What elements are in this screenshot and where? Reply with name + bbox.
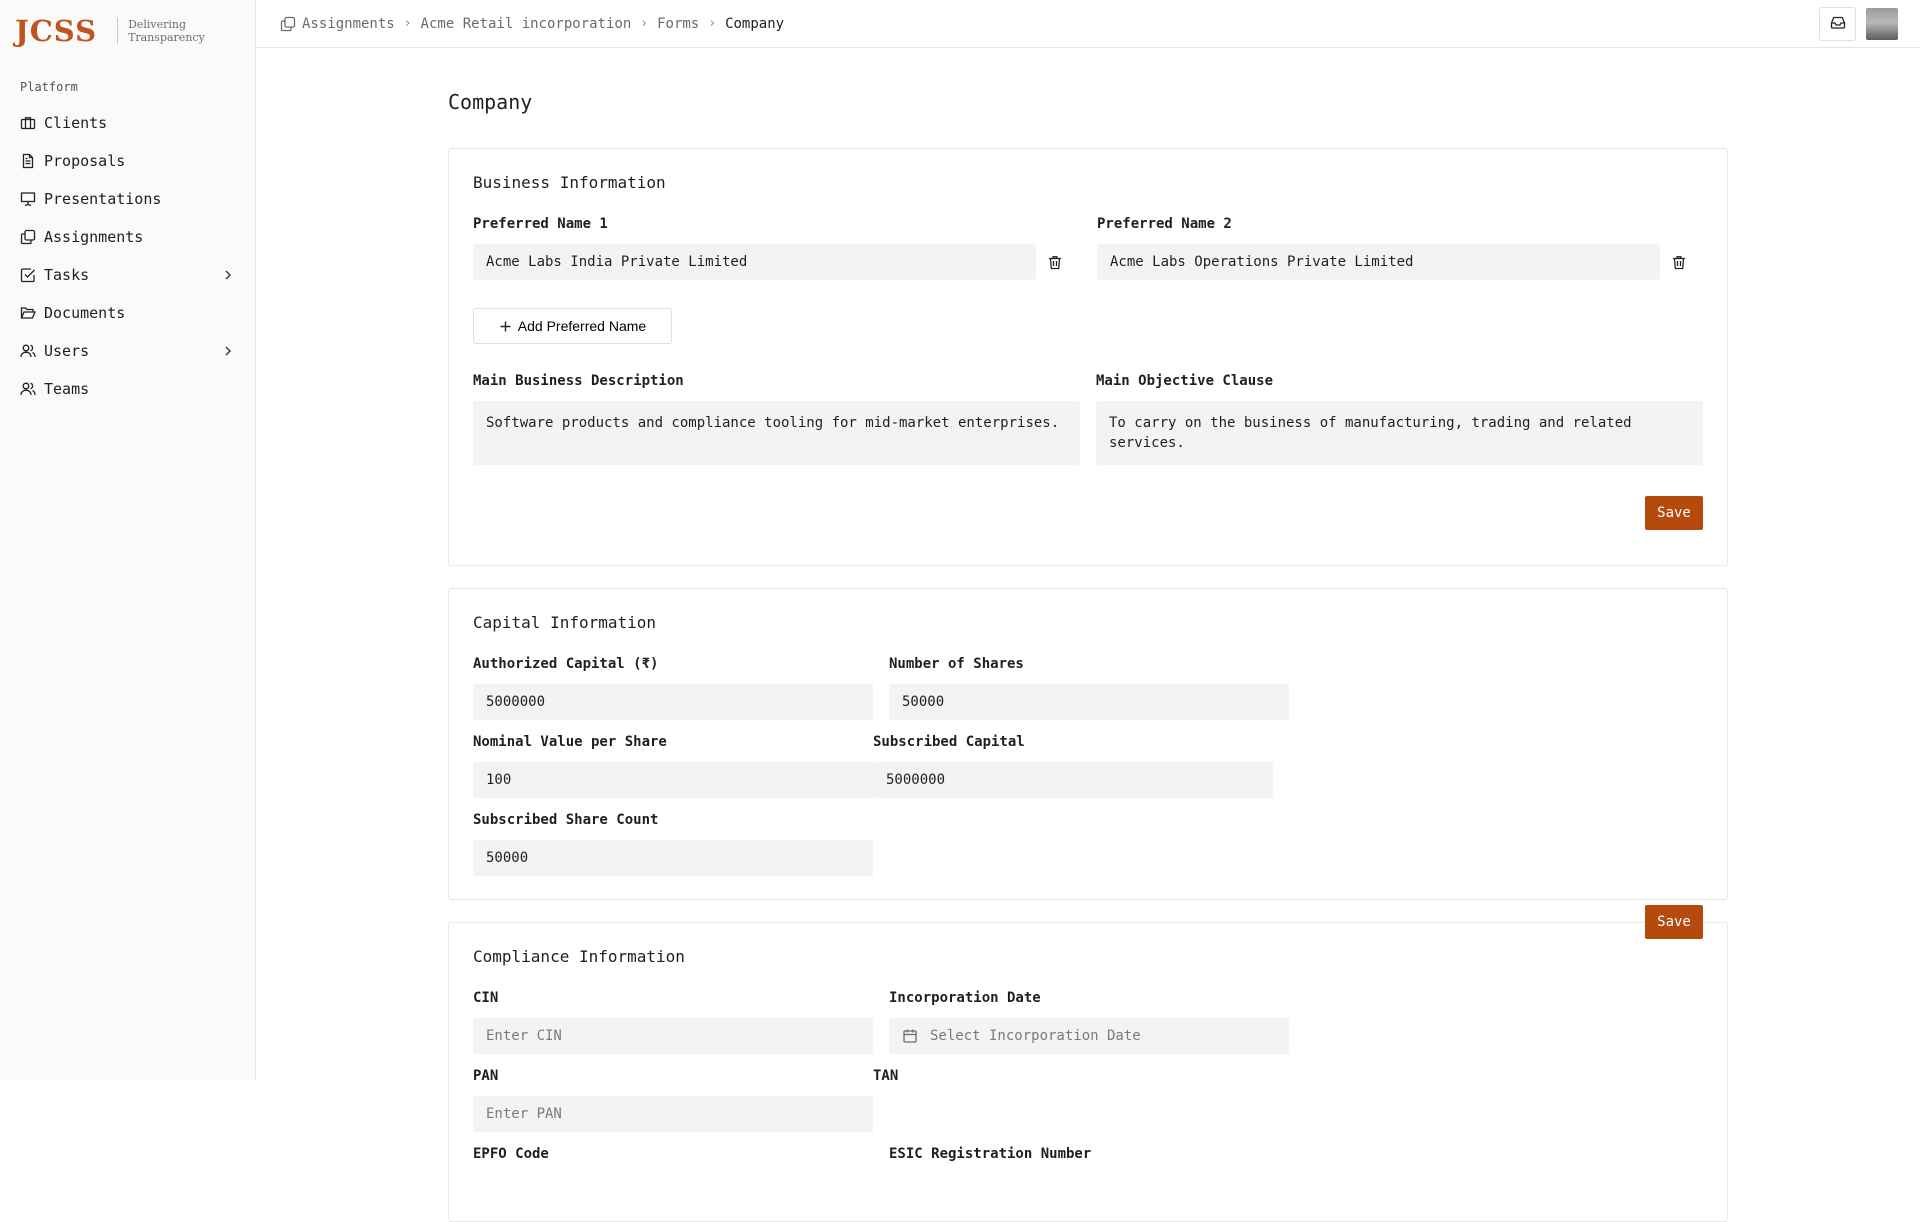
trash-icon[interactable]: [1660, 244, 1697, 280]
field-label: CIN: [473, 990, 499, 1006]
sidebar-item-label: Clients: [44, 114, 108, 132]
sidebar-item-label: Documents: [44, 304, 126, 322]
sidebar-item-label: Proposals: [44, 152, 126, 170]
preferred-name-2-group: [1097, 216, 1697, 280]
field-label: Preferred Name 1: [473, 216, 608, 232]
briefcase-icon: [20, 115, 36, 131]
field-label: Subscribed Capital: [873, 734, 1025, 750]
topbar: [256, 0, 1920, 48]
capital-information-card: [448, 588, 1728, 930]
main-content: [448, 48, 1728, 1222]
brand-tagline-line1: Delivering: [128, 18, 187, 31]
preferred-name-1-line: [473, 244, 1073, 280]
sidebar-item-label: Tasks: [44, 266, 90, 284]
sidebar-item-label: Users: [44, 342, 90, 360]
business-description-textarea[interactable]: Software products and compliance tooling for mid-market enterprises.: [473, 401, 1080, 465]
users-icon: [20, 343, 36, 359]
sidebar-item-proposals[interactable]: [10, 142, 245, 180]
number-of-shares-input[interactable]: 50000: [889, 684, 1289, 720]
breadcrumb-current: Company: [725, 15, 785, 32]
field-label: Number of Shares: [889, 656, 1024, 672]
brand-tagline: [128, 18, 205, 44]
authorized-capital-group: [473, 656, 873, 720]
add-preferred-name-button[interactable]: [473, 308, 672, 344]
subscribed-capital-input[interactable]: 5000000: [873, 762, 1273, 798]
sidebar-section-label: Platform: [20, 80, 78, 94]
chevron-right-icon[interactable]: [221, 268, 235, 282]
card-title: Business Information: [473, 173, 666, 192]
chevron-right-icon: ›: [708, 16, 717, 31]
folder-open-icon: [20, 305, 36, 321]
business-actions: [473, 496, 1703, 530]
users-icon: [20, 381, 36, 397]
objective-clause-textarea[interactable]: To carry on the business of manufacturing, trading and related services.: [1096, 401, 1703, 465]
compliance-information-card: [448, 922, 1728, 1222]
sidebar: [0, 0, 256, 1080]
breadcrumb-item-forms[interactable]: Forms: [657, 15, 700, 32]
sidebar-item-documents[interactable]: [10, 294, 245, 332]
cin-group: [473, 990, 873, 1054]
capital-fields: [473, 656, 1703, 890]
esic-group: [889, 1146, 1289, 1174]
copy-icon: [280, 16, 296, 32]
cin-input[interactable]: Enter CIN: [473, 1018, 873, 1054]
copy-icon: [20, 229, 36, 245]
objective-clause-group: [1096, 373, 1703, 465]
field-label: TAN: [873, 1068, 899, 1084]
pan-group: [473, 1068, 873, 1132]
sidebar-item-label: Teams: [44, 380, 90, 398]
pan-input[interactable]: Enter PAN: [473, 1096, 873, 1132]
preferred-name-2-input[interactable]: Acme Labs Operations Private Limited: [1097, 244, 1660, 280]
subscribed-share-count-input[interactable]: 50000: [473, 840, 873, 876]
field-label: Authorized Capital (₹): [473, 656, 659, 672]
sidebar-item-presentations[interactable]: [10, 180, 245, 218]
sidebar-item-label: Presentations: [44, 190, 162, 208]
sidebar-item-assignments[interactable]: [10, 218, 245, 256]
sidebar-item-users[interactable]: [10, 332, 245, 370]
field-label: PAN: [473, 1068, 499, 1084]
sidebar-item-label: Assignments: [44, 228, 144, 246]
preferred-name-2-line: [1097, 244, 1697, 280]
brand[interactable]: [0, 0, 255, 62]
header-actions: [1819, 7, 1898, 41]
sidebar-item-tasks[interactable]: [10, 256, 245, 294]
chevron-right-icon: ›: [403, 16, 412, 31]
field-label: Main Business Description: [473, 373, 684, 389]
field-label: Subscribed Share Count: [473, 812, 659, 828]
field-label: Incorporation Date: [889, 990, 1041, 1006]
check-square-icon: [20, 267, 36, 283]
add-preferred-name-label: Add Preferred Name: [517, 318, 647, 334]
subscribed-capital-group: [873, 734, 1273, 798]
brand-divider: [117, 18, 118, 44]
breadcrumb: [280, 16, 784, 32]
business-description-group: [473, 373, 1080, 465]
tan-group: [873, 1068, 1273, 1132]
file-text-icon: [20, 153, 36, 169]
brand-tagline-line2: Transparency: [128, 31, 205, 44]
preferred-name-1-input[interactable]: Acme Labs India Private Limited: [473, 244, 1036, 280]
nominal-value-group: [473, 734, 873, 798]
brand-logo[interactable]: JCSS: [15, 14, 98, 48]
field-label: Nominal Value per Share: [473, 734, 667, 750]
authorized-capital-input[interactable]: 5000000: [473, 684, 873, 720]
field-label: ESIC Registration Number: [889, 1146, 1092, 1162]
breadcrumb-item-assignments[interactable]: Assignments: [302, 15, 395, 32]
field-label: EPFO Code: [473, 1146, 549, 1162]
sidebar-nav: [0, 104, 255, 408]
preferred-name-1-group: [473, 216, 1073, 280]
page-title: Company: [448, 90, 533, 114]
presentation-icon: [20, 191, 36, 207]
avatar[interactable]: [1866, 8, 1898, 40]
incorporation-date-group: [889, 990, 1289, 1054]
nominal-value-input[interactable]: 100: [473, 762, 873, 798]
inbox-icon: [1830, 14, 1846, 34]
epfo-group: [473, 1146, 873, 1174]
plus-icon: [499, 320, 512, 333]
sidebar-item-teams[interactable]: [10, 370, 245, 408]
preferred-names-row: [473, 216, 1703, 280]
calendar-icon: [902, 1028, 918, 1044]
sidebar-item-clients[interactable]: [10, 104, 245, 142]
breadcrumb-item-assignment[interactable]: Acme Retail incorporation: [420, 15, 632, 32]
number-of-shares-group: [889, 656, 1289, 720]
save-button[interactable]: Save: [1645, 905, 1703, 939]
inbox-button[interactable]: [1819, 7, 1856, 41]
save-button[interactable]: Save: [1645, 496, 1703, 530]
chevron-right-icon: ›: [640, 16, 649, 31]
subscribed-share-count-group: [473, 812, 873, 876]
description-row: [473, 373, 1703, 465]
trash-icon[interactable]: [1036, 244, 1073, 280]
compliance-fields: [473, 990, 1703, 1188]
incorporation-date-placeholder: Select Incorporation Date: [930, 1028, 1141, 1044]
incorporation-date-picker[interactable]: [889, 1018, 1289, 1054]
card-title: Compliance Information: [473, 947, 685, 966]
chevron-right-icon[interactable]: [221, 344, 235, 358]
business-information-card: [448, 148, 1728, 566]
field-label: Main Objective Clause: [1096, 373, 1274, 389]
card-title: Capital Information: [473, 613, 657, 632]
field-label: Preferred Name 2: [1097, 216, 1232, 232]
